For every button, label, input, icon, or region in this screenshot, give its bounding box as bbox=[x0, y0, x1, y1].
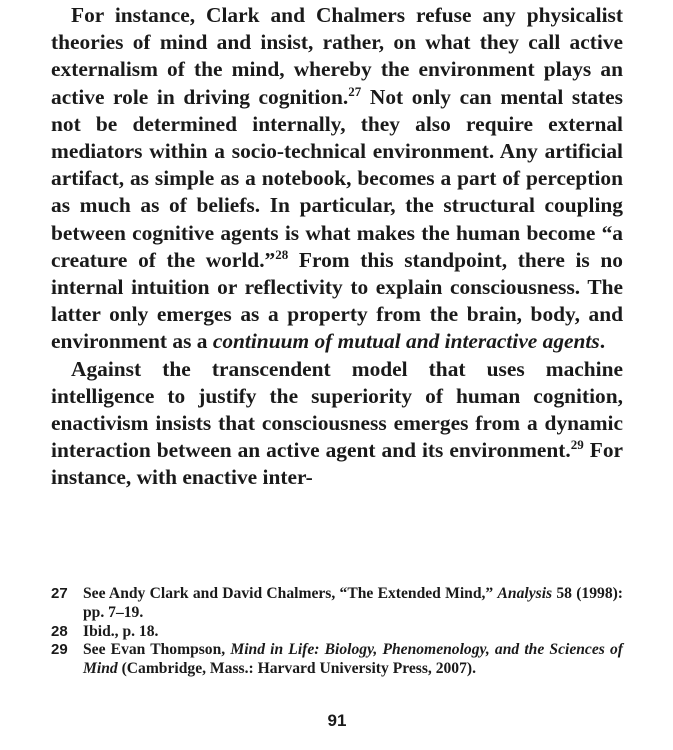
footnote-text bbox=[83, 623, 623, 642]
para1-end: . bbox=[599, 329, 606, 354]
paragraph-2 bbox=[51, 356, 623, 492]
para1-sentence-2: Not only can mental states not be determined internally, they also require external mediators within a socio-technical environment. Any artificial artifact, as simple as a notebook, becomes a part of perception as much as of beliefs. In particular, the structural coupling between cognitive agents is what makes the human become “a creature of the world.” bbox=[51, 84, 623, 272]
footnote-text-italic: Mind in Life: Biology, Phenomenology, and the Sciences of Mind bbox=[83, 641, 623, 678]
footnote-29 bbox=[51, 641, 623, 679]
book-page bbox=[51, 0, 624, 730]
footnote-ref-27[interactable]: 27 bbox=[348, 83, 362, 99]
footnote-text bbox=[83, 585, 623, 623]
para1-sentence-1: For instance, Clark and Chalmers refuse any physicalist theories of mind and insist, rather, on what they call active externalism of the mind, whereby the environment plays an active role in driving cognition. bbox=[51, 3, 623, 109]
para2-sentence-2: For instance, with enactive inter- bbox=[51, 438, 624, 490]
para2-sentence-1: Against the transcendent model that uses machine intelligence to justify the superiority of human cognition, enactivism insists that consciousness emerges from a dynamic interaction between an active agent and its environment. bbox=[51, 356, 623, 463]
para1-sentence-3: From this standpoint, there is no internal intuition or reflectivity to explain consciousness. The latter only emerges as a property from the brain, body, and environment as a bbox=[51, 247, 623, 354]
footnote-28 bbox=[51, 623, 623, 642]
footnote-number: 29 bbox=[51, 641, 68, 659]
footnote-number: 27 bbox=[51, 585, 68, 602]
footnote-text bbox=[83, 641, 623, 679]
footnote-number: 28 bbox=[51, 622, 68, 640]
footnote-text-post: 58 (1998): pp. 7–19. bbox=[83, 585, 623, 621]
footnote-text-post: (Cambridge, Mass.: Harvard University Press, 2007). bbox=[117, 660, 476, 678]
footnote-text-italic: Analysis bbox=[497, 585, 553, 602]
footnote-ref-28[interactable]: 28 bbox=[275, 246, 289, 262]
para1-italic-phrase: continuum of mutual and interactive agents bbox=[212, 329, 600, 354]
footnote-text-pre: See Evan Thompson, bbox=[83, 641, 231, 659]
main-text bbox=[51, 0, 623, 492]
footnote-27 bbox=[51, 585, 623, 623]
page-number: 91 bbox=[327, 711, 347, 730]
paragraph-1 bbox=[51, 2, 623, 356]
footnote-ref-29[interactable]: 29 bbox=[570, 437, 584, 453]
footnotes bbox=[51, 585, 623, 679]
footnote-text-pre: Ibid., p. 18. bbox=[83, 622, 159, 640]
footnote-text-pre: See Andy Clark and David Chalmers, “The Extended Mind,” bbox=[83, 585, 498, 602]
